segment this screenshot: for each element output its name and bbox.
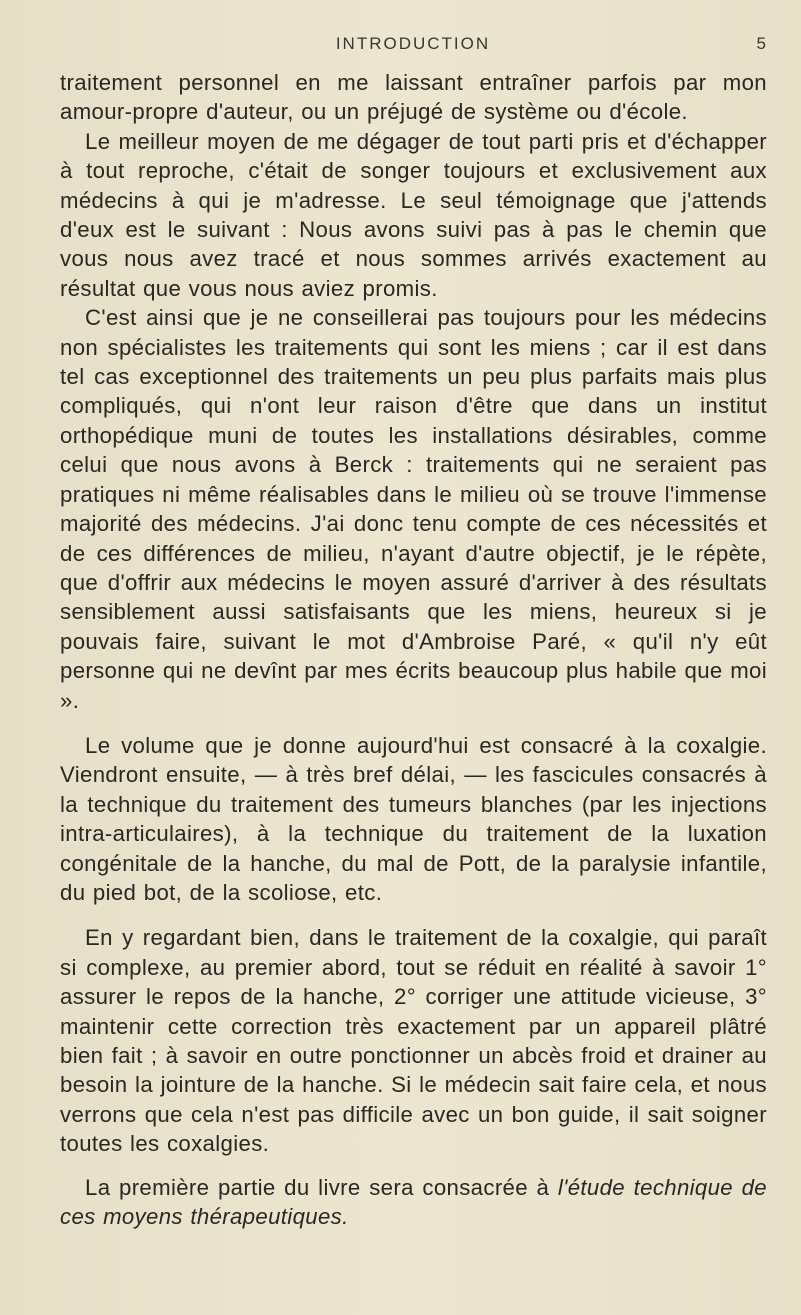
paragraph: C'est ainsi que je ne conseillerai pas toujours pour les médecins non spécialistes les traitements qui sont les miens ; car il est dans tel cas exceptionnel des traitements un peu plus parfaits mais plus compliqués, qui n'ont leur raison d'être que dans un institut orthopédique muni de toutes les installations désirables, comme celui que nous avons à Berck : traitements qui ne seraient pas pratiques ni même réalisables dans le milieu où se trouve l'immense majorité des médecins. J'ai donc tenu compte de ces nécessités et de ces différences de milieu, n'ayant d'autre objectif, je le répète, que d'offrir aux médecins le moyen assuré d'arriver à des résultats sensiblement aussi satisfaisants que les miens, heureux si je pouvais faire, suivant le mot d'Ambroise Paré, « qu'il n'y eût personne qui ne devînt par mes écrits beaucoup plus habile que moi ». <box>60 305 767 713</box>
paragraph-last <box>60 1173 767 1232</box>
body-text <box>60 68 767 1231</box>
header-title: INTRODUCTION <box>335 34 491 53</box>
paragraph: Le meilleur moyen de me dégager de tout parti pris et d'échapper à tout reproche, c'était de songer toujours et exclusivement aux médecins à qui je m'adresse. Le seul témoignage que j'attends d'eux est le suivant : Nous avons suivi pas à pas le chemin que vous nous avez tracé et nous sommes arrivés exactement au résultat que vous nous aviez promis. <box>60 128 767 301</box>
italic-phrase: l'étude technique de ces moyens thérapeutiques. <box>60 1174 767 1230</box>
paragraph-continuation: traitement personnel en me laissant entraîner parfois par mon amour-propre d'auteur, ou un préjugé de système ou d'école. <box>60 70 767 125</box>
paragraph: En y regardant bien, dans le traitement de la coxalgie, qui paraît si complexe, au premier abord, tout se réduit en réalité à savoir 1° assurer le repos de la hanche, 2° corriger une attitude vicieuse, 3° maintenir cette correction très exactement par un appareil plâtré bien fait ; à savoir en outre ponctionner un abcès froid et drainer au besoin la jointure de la hanche. Si le médecin sait faire cela, et nous verrons que cela n'est pas difficile avec un bon guide, il sait soigner toutes les coxalgies. <box>60 925 767 1157</box>
running-head <box>60 34 766 60</box>
page-number: 5 <box>756 34 766 53</box>
paragraph-text: La première partie du livre sera consacrée à <box>85 1174 558 1200</box>
paragraph: Le volume que je donne aujourd'hui est consacré à la coxalgie. Viendront ensuite, — à très bref délai, — les fascicules consacrés à la technique du traitement des tumeurs blanches (par les injections intra-articulaires), à la technique du traitement de la luxation congénitale de la hanche, du mal de Pott, de la paralysie infantile, du pied bot, de la scoliose, etc. <box>60 732 767 905</box>
